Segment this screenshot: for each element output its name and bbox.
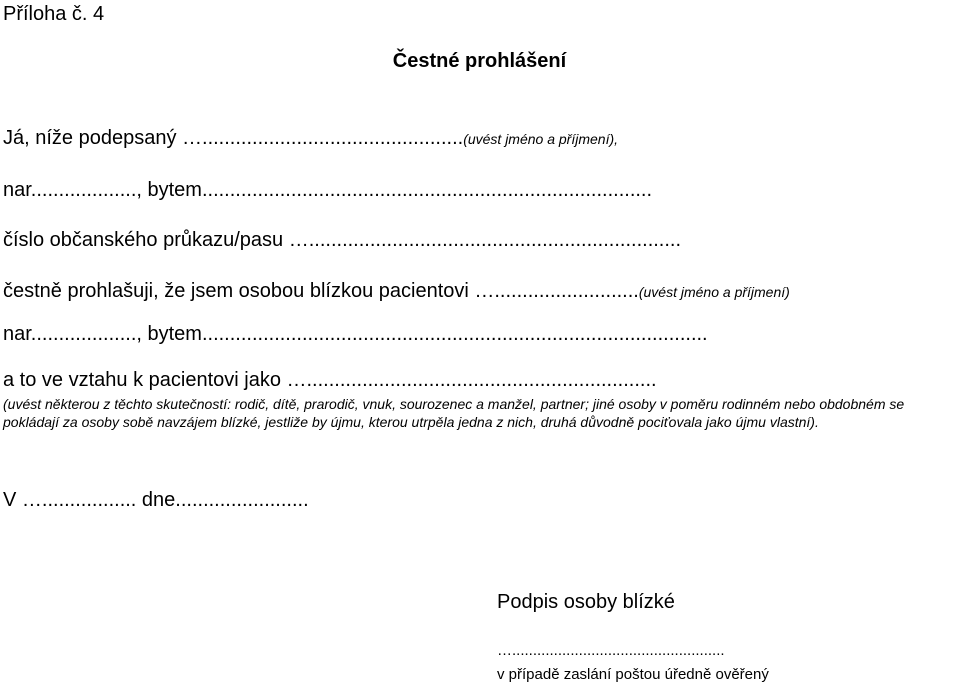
id-card-line: číslo občanského průkazu/pasu …................................................................... (3, 229, 682, 251)
document-title: Čestné prohlášení (392, 50, 567, 72)
patient-line (3, 279, 790, 304)
place-date-line: V …................. dne........................ (3, 489, 309, 511)
signature-line: …................................................... (497, 642, 725, 659)
signature-note: v případě zaslání poštou úředně ověřený (497, 666, 769, 683)
patient-name-hint: (uvést jméno a příjmení) (638, 284, 790, 300)
signatory-name-hint: (uvést jméno a příjmení), (463, 131, 619, 147)
signatory-birth-address-line: nar..................., bytem................................................................................. (3, 179, 653, 201)
patient-birth-address-line: nar..................., bytem........................................................................................... (3, 323, 708, 345)
relationship-line: a to ve vztahu k pacientovi jako …............................................................... (3, 369, 657, 391)
signatory-text: Já, níže podepsaný …............................................... (3, 127, 464, 149)
patient-text: čestně prohlašuji, že jsem osobou blízkou pacientovi ….......................... (3, 280, 639, 302)
signatory-line (3, 126, 618, 151)
attachment-label: Příloha č. 4 (3, 3, 105, 25)
relationship-note: (uvést některou z těchto skutečností: rodič, dítě, prarodič, vnuk, sourozenec a manžel, partner; jiné osoby v poměru rodinném nebo obdobném se pokládají za osoby sobě navzájem blízké, jestliže by újmu, kterou utrpěla jedna z nich, druhá důvodně pociťovala jako újmu vlastní). (3, 396, 905, 430)
signature-title: Podpis osoby blízké (497, 591, 675, 613)
